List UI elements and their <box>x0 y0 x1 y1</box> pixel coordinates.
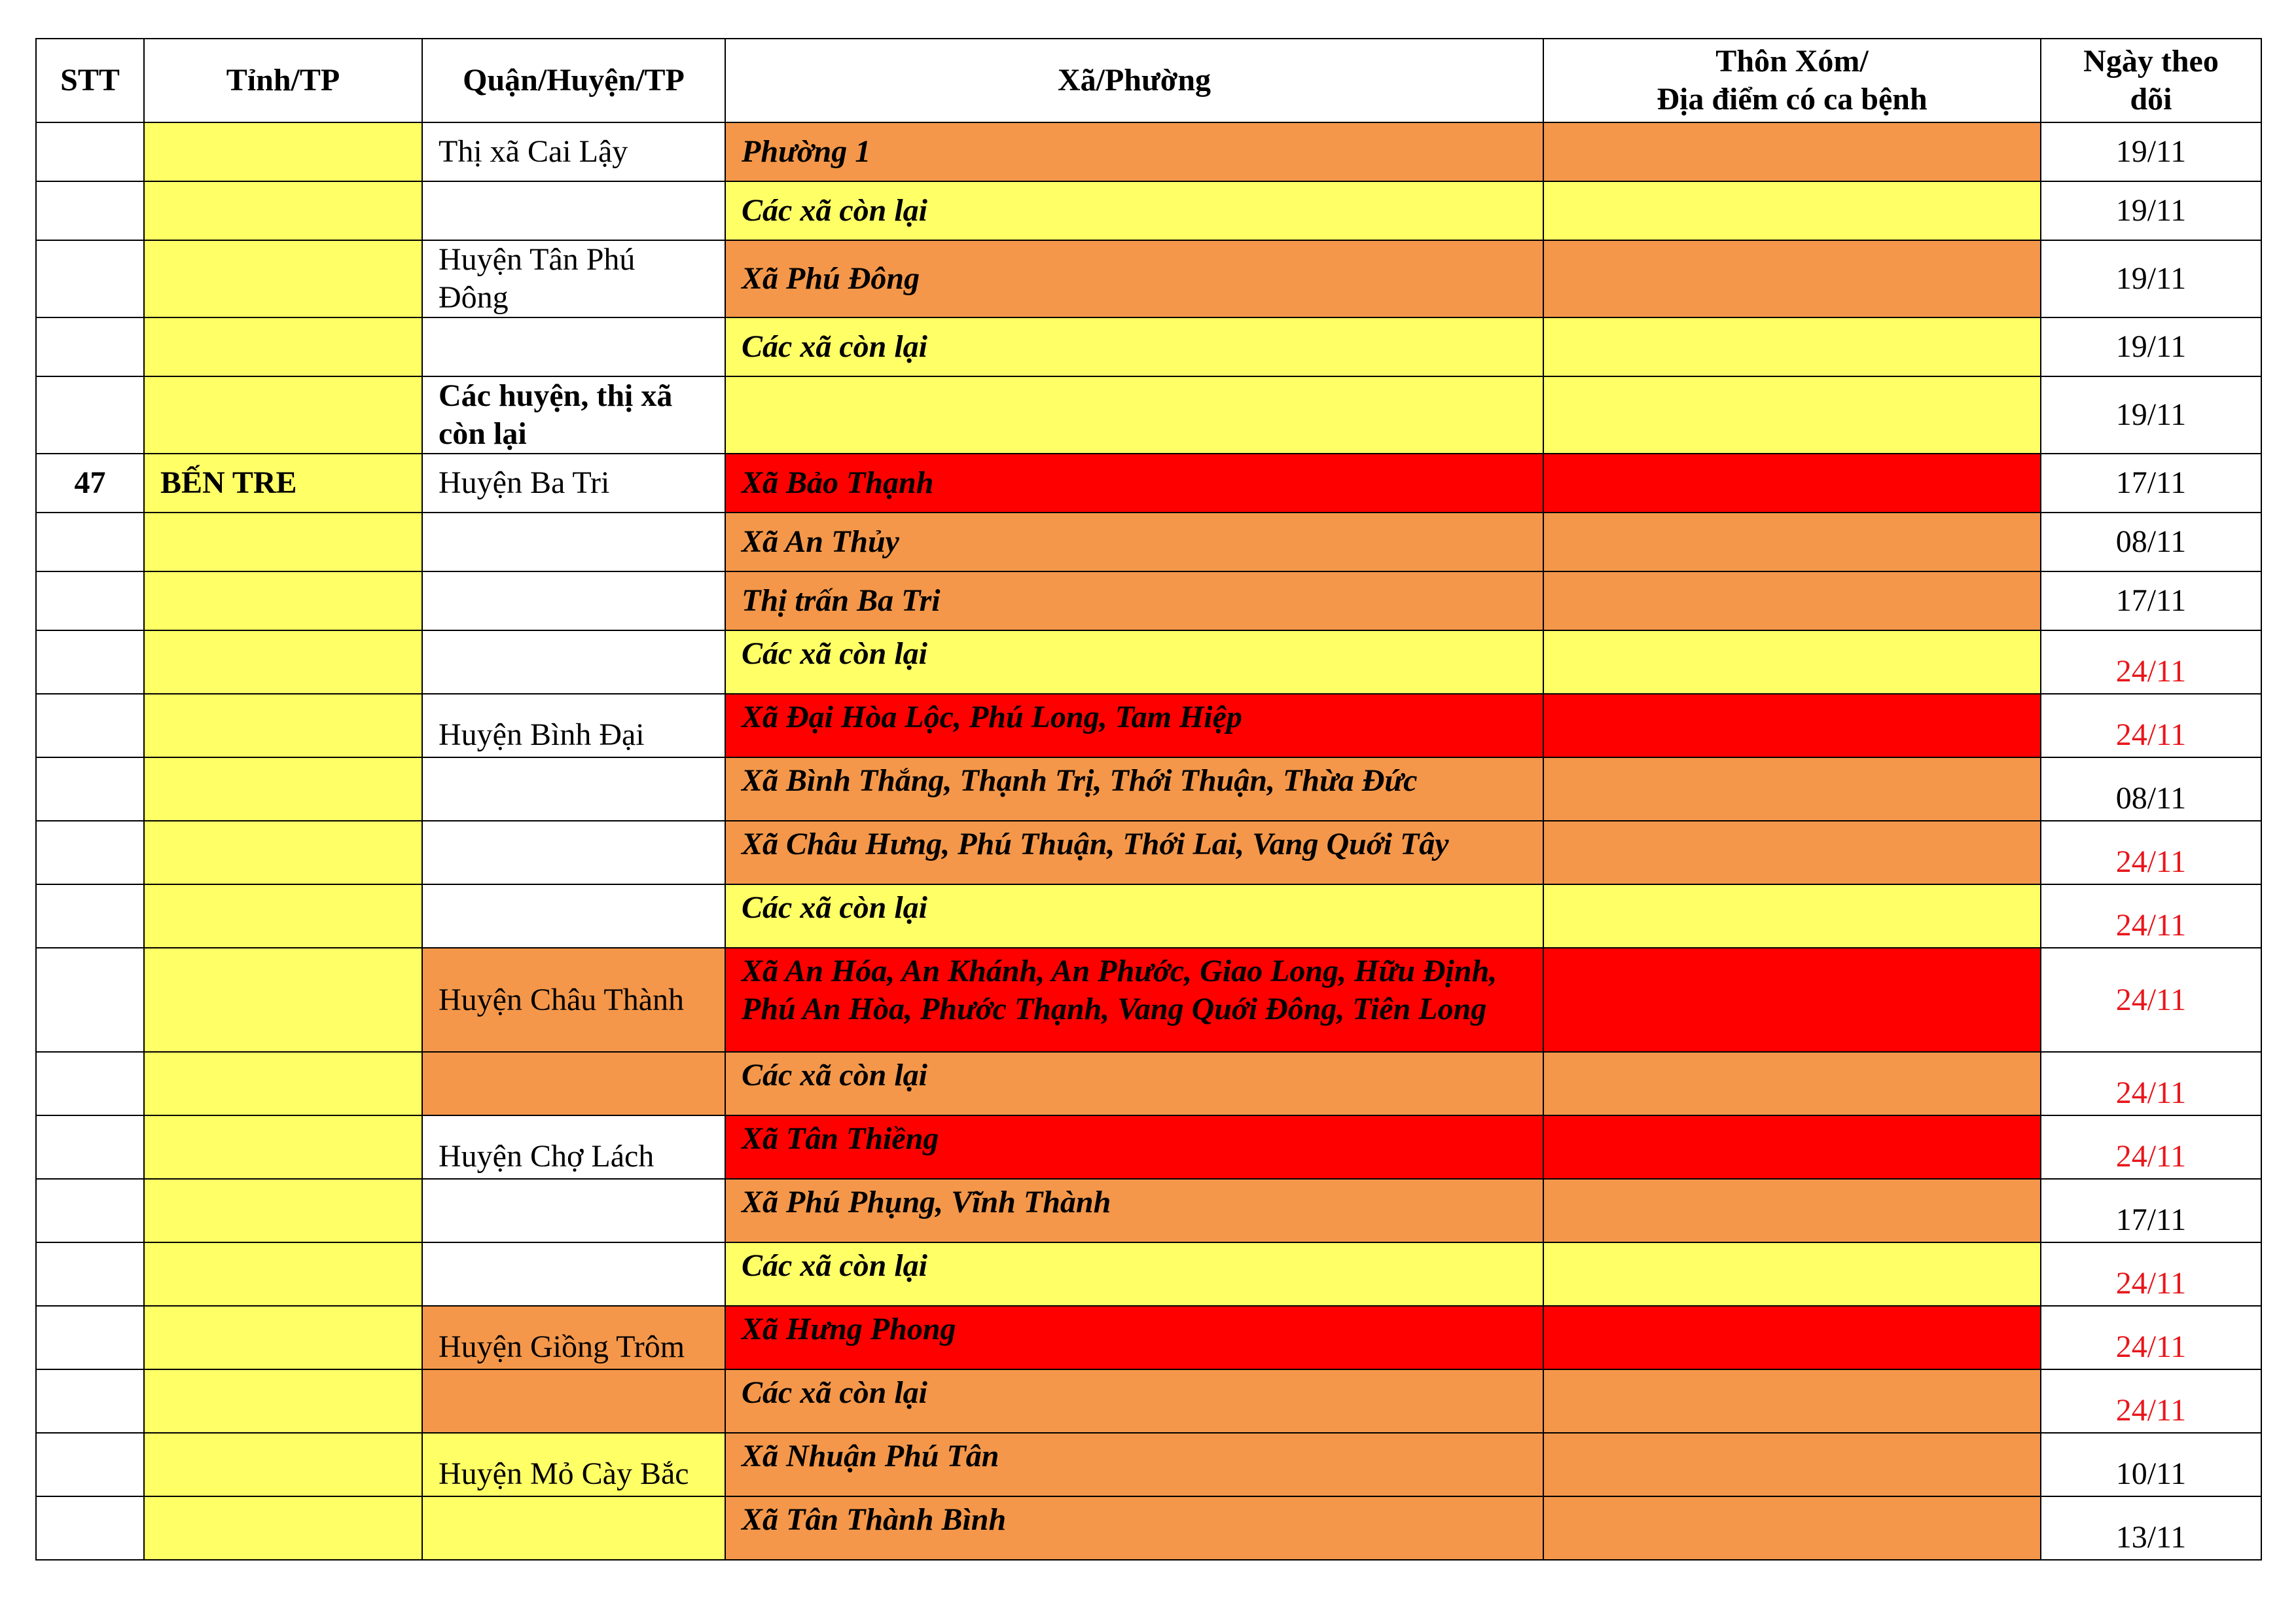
table-row <box>36 317 2261 376</box>
district-cell <box>422 317 725 376</box>
hamlet-cell <box>1543 571 2041 630</box>
ward-cell: Xã Bình Thắng, Thạnh Trị, Thới Thuận, Thừa Đức <box>725 757 1543 821</box>
stt-cell <box>36 1496 144 1560</box>
district-cell <box>422 1052 725 1115</box>
district-cell: Huyện Tân Phú Đông <box>422 240 725 317</box>
table-row <box>36 1115 2261 1179</box>
ward-cell: Xã An Thủy <box>725 513 1543 571</box>
district-cell <box>422 821 725 884</box>
province-cell <box>144 240 422 317</box>
table-row <box>36 694 2261 757</box>
province-cell <box>144 757 422 821</box>
follow-date-cell: 24/11 <box>2041 1052 2261 1115</box>
ward-cell: Xã Nhuận Phú Tân <box>725 1433 1543 1496</box>
stt-cell <box>36 122 144 181</box>
stt-cell <box>36 513 144 571</box>
follow-date-cell: 17/11 <box>2041 571 2261 630</box>
hamlet-cell <box>1543 181 2041 240</box>
follow-date-cell: 24/11 <box>2041 630 2261 694</box>
table-row <box>36 1369 2261 1433</box>
ward-cell: Xã An Hóa, An Khánh, An Phước, Giao Long, Hữu Định, Phú An Hòa, Phước Thạnh, Vang Quới Đông, Tiên Long <box>725 948 1543 1052</box>
table-row <box>36 1496 2261 1560</box>
district-cell <box>422 513 725 571</box>
ward-cell: Xã Hưng Phong <box>725 1306 1543 1369</box>
ward-cell: Các xã còn lại <box>725 884 1543 948</box>
ward-cell: Các xã còn lại <box>725 1052 1543 1115</box>
follow-date-cell: 19/11 <box>2041 122 2261 181</box>
table-row <box>36 821 2261 884</box>
district-cell <box>422 571 725 630</box>
follow-date-cell: 24/11 <box>2041 948 2261 1052</box>
stt-cell <box>36 1179 144 1242</box>
table-row <box>36 884 2261 948</box>
hamlet-cell <box>1543 1052 2041 1115</box>
stt-cell <box>36 821 144 884</box>
stt-cell <box>36 1433 144 1496</box>
province-cell <box>144 317 422 376</box>
ward-cell: Xã Đại Hòa Lộc, Phú Long, Tam Hiệp <box>725 694 1543 757</box>
hamlet-cell <box>1543 376 2041 454</box>
table-row <box>36 181 2261 240</box>
hamlet-cell <box>1543 1496 2041 1560</box>
table-row <box>36 571 2261 630</box>
stt-cell <box>36 1115 144 1179</box>
district-cell <box>422 630 725 694</box>
stt-cell <box>36 1052 144 1115</box>
province-cell <box>144 571 422 630</box>
hamlet-cell <box>1543 821 2041 884</box>
province-cell <box>144 821 422 884</box>
district-cell: Huyện Bình Đại <box>422 694 725 757</box>
ward-cell: Xã Phú Phụng, Vĩnh Thành <box>725 1179 1543 1242</box>
risk-level-table-page <box>35 38 2261 1561</box>
table-header <box>36 39 2261 122</box>
province-cell <box>144 1179 422 1242</box>
stt-cell <box>36 630 144 694</box>
follow-date-cell: 17/11 <box>2041 454 2261 513</box>
follow-date-cell: 19/11 <box>2041 317 2261 376</box>
hamlet-cell <box>1543 122 2041 181</box>
ward-cell <box>725 376 1543 454</box>
district-cell: Huyện Ba Tri <box>422 454 725 513</box>
ward-cell: Xã Tân Thiềng <box>725 1115 1543 1179</box>
district-cell: Huyện Châu Thành <box>422 948 725 1052</box>
table-row <box>36 948 2261 1052</box>
hamlet-cell <box>1543 694 2041 757</box>
ward-cell: Xã Tân Thành Bình <box>725 1496 1543 1560</box>
ward-cell: Các xã còn lại <box>725 630 1543 694</box>
stt-cell: 47 <box>36 454 144 513</box>
header-follow-date-line1: Ngày theo <box>2083 44 2219 79</box>
ward-cell: Các xã còn lại <box>725 1369 1543 1433</box>
hamlet-cell <box>1543 757 2041 821</box>
table-row <box>36 1179 2261 1242</box>
hamlet-cell <box>1543 1369 2041 1433</box>
stt-cell <box>36 376 144 454</box>
province-cell <box>144 513 422 571</box>
stt-cell <box>36 1242 144 1306</box>
hamlet-cell <box>1543 317 2041 376</box>
district-cell: Các huyện, thị xã còn lại <box>422 376 725 454</box>
ward-cell: Thị trấn Ba Tri <box>725 571 1543 630</box>
header-hamlet <box>1543 39 2041 122</box>
header-hamlet-line1: Thôn Xóm/ <box>1715 44 1869 79</box>
table-body <box>36 122 2261 1560</box>
province-cell <box>144 1306 422 1369</box>
follow-date-cell: 24/11 <box>2041 1306 2261 1369</box>
ward-cell: Các xã còn lại <box>725 317 1543 376</box>
follow-date-cell: 19/11 <box>2041 376 2261 454</box>
hamlet-cell <box>1543 1179 2041 1242</box>
stt-cell <box>36 694 144 757</box>
table-row <box>36 757 2261 821</box>
ward-cell: Xã Bảo Thạnh <box>725 454 1543 513</box>
table-row <box>36 122 2261 181</box>
follow-date-cell: 24/11 <box>2041 1242 2261 1306</box>
table-row <box>36 1242 2261 1306</box>
header-follow-date-line2: dõi <box>2130 82 2172 117</box>
header-stt: STT <box>36 39 144 122</box>
hamlet-cell <box>1543 1115 2041 1179</box>
follow-date-cell: 17/11 <box>2041 1179 2261 1242</box>
province-cell <box>144 694 422 757</box>
province-cell <box>144 1369 422 1433</box>
follow-date-cell: 19/11 <box>2041 240 2261 317</box>
header-follow-date <box>2041 39 2261 122</box>
district-cell <box>422 181 725 240</box>
hamlet-cell <box>1543 454 2041 513</box>
district-cell <box>422 1242 725 1306</box>
province-cell <box>144 1496 422 1560</box>
header-district: Quận/Huyện/TP <box>422 39 725 122</box>
ward-cell: Phường 1 <box>725 122 1543 181</box>
table-row <box>36 240 2261 317</box>
district-cell: Huyện Giồng Trôm <box>422 1306 725 1369</box>
district-cell: Huyện Chợ Lách <box>422 1115 725 1179</box>
stt-cell <box>36 1306 144 1369</box>
table-row <box>36 1433 2261 1496</box>
stt-cell <box>36 757 144 821</box>
province-cell: BẾN TRE <box>144 454 422 513</box>
hamlet-cell <box>1543 630 2041 694</box>
province-cell <box>144 1433 422 1496</box>
stt-cell <box>36 948 144 1052</box>
follow-date-cell: 24/11 <box>2041 884 2261 948</box>
ward-cell: Các xã còn lại <box>725 1242 1543 1306</box>
district-cell <box>422 757 725 821</box>
ward-cell: Xã Phú Đông <box>725 240 1543 317</box>
header-ward: Xã/Phường <box>725 39 1543 122</box>
province-cell <box>144 884 422 948</box>
province-cell <box>144 181 422 240</box>
follow-date-cell: 13/11 <box>2041 1496 2261 1560</box>
hamlet-cell <box>1543 948 2041 1052</box>
table-row <box>36 513 2261 571</box>
province-cell <box>144 376 422 454</box>
district-cell <box>422 1496 725 1560</box>
follow-date-cell: 24/11 <box>2041 1115 2261 1179</box>
follow-date-cell: 19/11 <box>2041 181 2261 240</box>
district-cell: Huyện Mỏ Cày Bắc <box>422 1433 725 1496</box>
district-cell <box>422 1369 725 1433</box>
province-cell <box>144 948 422 1052</box>
hamlet-cell <box>1543 1306 2041 1369</box>
stt-cell <box>36 1369 144 1433</box>
table-row <box>36 454 2261 513</box>
follow-date-cell: 10/11 <box>2041 1433 2261 1496</box>
follow-date-cell: 08/11 <box>2041 513 2261 571</box>
hamlet-cell <box>1543 884 2041 948</box>
hamlet-cell <box>1543 513 2041 571</box>
header-province: Tỉnh/TP <box>144 39 422 122</box>
stt-cell <box>36 884 144 948</box>
table-row <box>36 376 2261 454</box>
district-cell <box>422 884 725 948</box>
district-cell: Thị xã Cai Lậy <box>422 122 725 181</box>
stt-cell <box>36 181 144 240</box>
follow-date-cell: 08/11 <box>2041 757 2261 821</box>
follow-date-cell: 24/11 <box>2041 1369 2261 1433</box>
province-cell <box>144 1115 422 1179</box>
district-cell <box>422 1179 725 1242</box>
stt-cell <box>36 571 144 630</box>
follow-date-cell: 24/11 <box>2041 694 2261 757</box>
risk-level-table <box>35 38 2262 1561</box>
province-cell <box>144 1242 422 1306</box>
table-row <box>36 1052 2261 1115</box>
province-cell <box>144 630 422 694</box>
ward-cell: Các xã còn lại <box>725 181 1543 240</box>
ward-cell: Xã Châu Hưng, Phú Thuận, Thới Lai, Vang Quới Tây <box>725 821 1543 884</box>
table-row <box>36 1306 2261 1369</box>
province-cell <box>144 1052 422 1115</box>
header-hamlet-line2: Địa điểm có ca bệnh <box>1657 82 1928 117</box>
hamlet-cell <box>1543 1433 2041 1496</box>
table-row <box>36 630 2261 694</box>
follow-date-cell: 24/11 <box>2041 821 2261 884</box>
hamlet-cell <box>1543 1242 2041 1306</box>
province-cell <box>144 122 422 181</box>
stt-cell <box>36 240 144 317</box>
stt-cell <box>36 317 144 376</box>
hamlet-cell <box>1543 240 2041 317</box>
